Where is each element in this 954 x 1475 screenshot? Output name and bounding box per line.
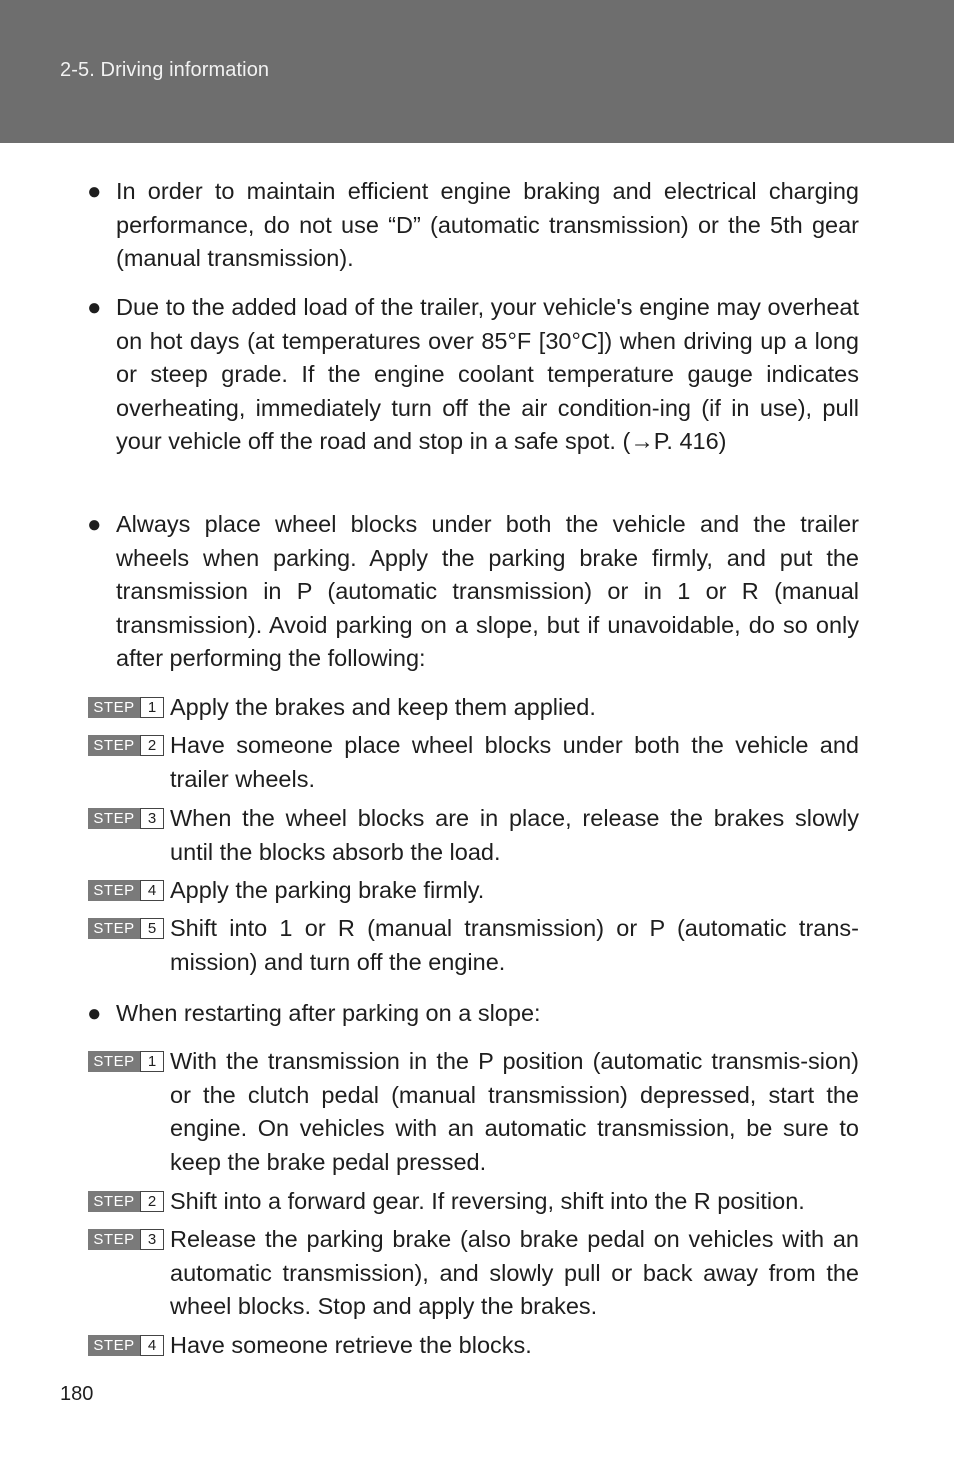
step-label: STEP (88, 918, 140, 939)
step-badge (88, 918, 164, 939)
step-label: STEP (88, 1191, 140, 1212)
bullet-dot: ● (87, 511, 102, 538)
step-badge (88, 697, 164, 718)
step-badge (88, 1051, 164, 1072)
step-text: Shift into 1 or R (manual transmission) or P (automatic trans-mission) and turn off the engine. (170, 915, 859, 975)
step-number: 2 (140, 1191, 164, 1212)
step-number: 1 (140, 697, 164, 718)
step-number: 1 (140, 1051, 164, 1072)
step-text: Apply the brakes and keep them applied. (170, 694, 596, 720)
step-text: When the wheel blocks are in place, release the brakes slowly until the blocks absorb the load. (170, 805, 859, 865)
step-badge (88, 808, 164, 829)
step-label: STEP (88, 1229, 140, 1250)
step-number: 4 (140, 1335, 164, 1356)
step-number: 3 (140, 808, 164, 829)
bullet-dot: ● (87, 1000, 102, 1027)
step-text: Shift into a forward gear. If reversing, shift into the R position. (170, 1188, 805, 1214)
step-number: 2 (140, 735, 164, 756)
step-text: Release the parking brake (also brake pedal on vehicles with an automatic transmission), and slowly pull or back away from the wheel blocks. Stop and apply the brakes. (170, 1226, 859, 1320)
step-label: STEP (88, 1051, 140, 1072)
bullet-paragraph: Due to the added load of the trailer, your vehicle's engine may overheat on hot days (at temperatures over 85°F [30°C]) when driving up a long or steep grade. If the engine coolant temperature gauge indicates overheating, immediately turn off the air condition-ing (if in use), pull your vehicle off the road and stop in a safe spot. (→P. 416) (116, 294, 859, 455)
step-text: Apply the parking brake firmly. (170, 877, 485, 903)
bullet-paragraph: When restarting after parking on a slope: (116, 1000, 541, 1026)
step-label: STEP (88, 1335, 140, 1356)
step-text: Have someone retrieve the blocks. (170, 1332, 532, 1358)
page-number: 180 (60, 1383, 94, 1405)
bullet-dot: ● (87, 178, 102, 205)
step-number: 5 (140, 918, 164, 939)
step-label: STEP (88, 808, 140, 829)
step-badge (88, 880, 164, 901)
step-number: 3 (140, 1229, 164, 1250)
section-title: 2-5. Driving information (60, 59, 270, 81)
step-number: 4 (140, 880, 164, 901)
bullet-paragraph: Always place wheel blocks under both the vehicle and the trailer wheels when parking. Apply the parking brake firmly, and put the transmission in P (automatic transmission) or in 1 or R (manual transmission). Avoid parking on a slope, but if unavoidable, do so only after performing the following: (116, 511, 859, 672)
step-text: With the transmission in the P position (automatic transmis-sion) or the clutch pedal (manual transmission) depressed, start the engine. On vehicles with an automatic transmission, be sure to keep the brake pedal pressed. (170, 1048, 859, 1175)
step-badge (88, 735, 164, 756)
step-label: STEP (88, 735, 140, 756)
bullet-paragraph: In order to maintain efficient engine braking and electrical charging performance, do not use “D” (automatic transmission) or the 5th gear (manual transmission). (116, 178, 859, 272)
step-badge (88, 1191, 164, 1212)
bullet-dot: ● (87, 294, 102, 321)
step-badge (88, 1229, 164, 1250)
step-label: STEP (88, 697, 140, 718)
step-badge (88, 1335, 164, 1356)
step-label: STEP (88, 880, 140, 901)
step-text: Have someone place wheel blocks under both the vehicle and trailer wheels. (170, 732, 859, 792)
